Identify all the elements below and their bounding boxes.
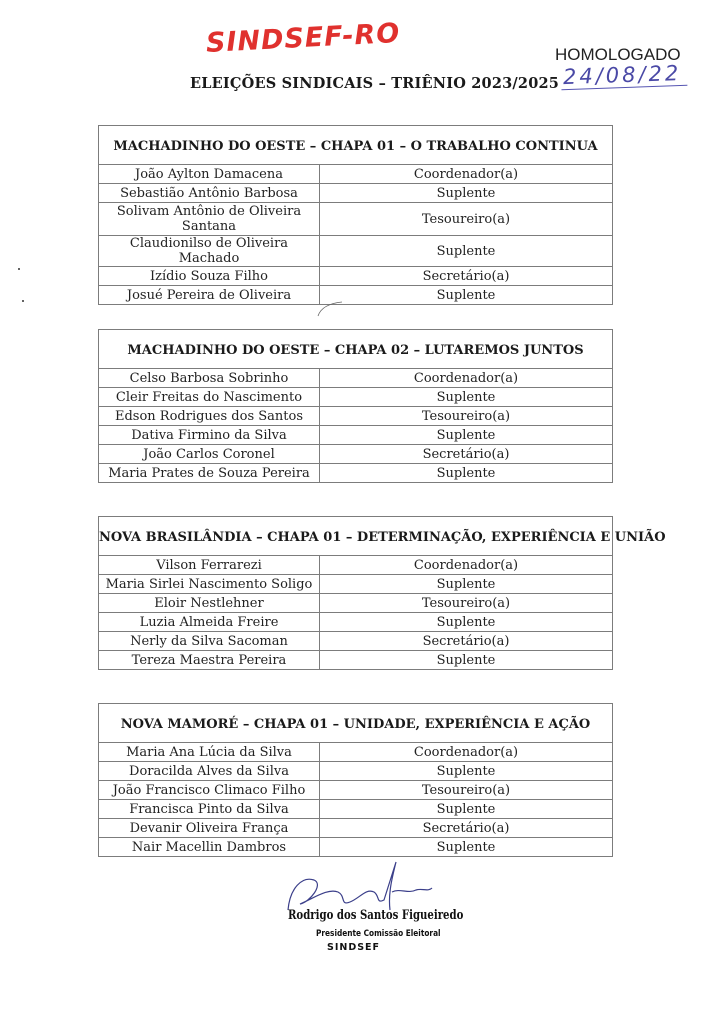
member-name: Eloir Nestlehner xyxy=(99,594,320,613)
table-row xyxy=(99,407,612,426)
table-row xyxy=(99,445,612,464)
document-title: ELEIÇÕES SINDICAIS – TRIÊNIO 2023/2025 xyxy=(190,75,560,92)
member-name: Francisca Pinto da Silva xyxy=(99,800,320,819)
table-row xyxy=(99,426,612,445)
stamp-date: 24/08/22 xyxy=(561,61,688,90)
member-name: Sebastião Antônio Barbosa xyxy=(99,184,320,203)
table-row xyxy=(99,613,612,632)
table-row xyxy=(99,781,612,800)
chapa-title: NOVA BRASILÂNDIA – CHAPA 01 – DETERMINAÇÃO, EXPERIÊNCIA E UNIÃO xyxy=(99,517,612,556)
member-role: Suplente xyxy=(320,426,613,445)
chapa-title: MACHADINHO DO OESTE – CHAPA 01 – O TRABALHO CONTINUA xyxy=(99,126,612,165)
member-name: Nerly da Silva Sacoman xyxy=(99,632,320,651)
member-name: João Francisco Climaco Filho xyxy=(99,781,320,800)
member-role: Suplente xyxy=(320,575,613,594)
table-row xyxy=(99,556,612,575)
table-row xyxy=(99,819,612,838)
signatory-name: Rodrigo dos Santos Figueiredo xyxy=(288,908,464,923)
member-name: Edson Rodrigues dos Santos xyxy=(99,407,320,426)
member-role: Secretário(a) xyxy=(320,632,613,651)
member-name: Vilson Ferrarezi xyxy=(99,556,320,575)
member-role: Tesoureiro(a) xyxy=(320,594,613,613)
member-role: Tesoureiro(a) xyxy=(320,203,613,236)
table-row xyxy=(99,575,612,594)
table-row xyxy=(99,651,612,670)
union-logo: SINDSEF-RO xyxy=(205,17,401,59)
table-row xyxy=(99,286,612,305)
member-name: Claudionilso de Oliveira Machado xyxy=(99,236,320,267)
homologation-stamp xyxy=(555,45,687,88)
member-name: Maria Ana Lúcia da Silva xyxy=(99,743,320,762)
table-row xyxy=(99,203,612,236)
member-role: Suplente xyxy=(320,236,613,267)
member-role: Coordenador(a) xyxy=(413,744,519,760)
table-row xyxy=(99,184,612,203)
table-row xyxy=(99,236,612,267)
member-role: Suplente xyxy=(320,800,613,819)
member-name: Luzia Almeida Freire xyxy=(99,613,320,632)
table-row xyxy=(99,267,612,286)
member-role: Secretário(a) xyxy=(320,819,613,838)
member-role: Tesoureiro(a) xyxy=(320,407,613,426)
member-name: Cleir Freitas do Nascimento xyxy=(99,388,320,407)
chapa-table xyxy=(98,703,613,857)
member-role: Coordenador(a) xyxy=(413,166,519,182)
signatory-role: Presidente Comissão Eleitoral xyxy=(316,929,441,939)
member-role: Secretário(a) xyxy=(320,445,613,464)
pen-mark xyxy=(316,298,346,318)
chapa-table xyxy=(98,329,613,483)
scan-speck xyxy=(18,268,20,270)
member-role: Coordenador(a) xyxy=(413,370,519,386)
member-name: Doracilda Alves da Silva xyxy=(99,762,320,781)
chapa-title: MACHADINHO DO OESTE – CHAPA 02 – LUTAREMOS JUNTOS xyxy=(99,330,612,369)
signatory-org: SINDSEF xyxy=(327,942,381,953)
member-name: Izídio Souza Filho xyxy=(99,267,320,286)
table-row xyxy=(99,464,612,483)
member-name: João Carlos Coronel xyxy=(99,445,320,464)
member-name: Solivam Antônio de Oliveira Santana xyxy=(99,203,320,236)
member-role: Coordenador(a) xyxy=(413,557,519,573)
table-row xyxy=(99,594,612,613)
member-name: Maria Prates de Souza Pereira xyxy=(99,464,320,483)
table-row xyxy=(99,800,612,819)
member-role: Secretário(a) xyxy=(320,267,613,286)
member-role: Suplente xyxy=(320,286,613,305)
member-role: Suplente xyxy=(320,464,613,483)
member-role: Suplente xyxy=(320,651,613,670)
stamp-label: HOMOLOGADO xyxy=(555,45,681,64)
chapa-title: NOVA MAMORÉ – CHAPA 01 – UNIDADE, EXPERIÊNCIA E AÇÃO xyxy=(99,704,612,743)
table-row xyxy=(99,762,612,781)
member-name: Dativa Firmino da Silva xyxy=(99,426,320,445)
member-role: Suplente xyxy=(320,388,613,407)
chapa-table xyxy=(98,125,613,305)
member-name: Maria Sirlei Nascimento Soligo xyxy=(99,575,320,594)
member-name: Devanir Oliveira França xyxy=(99,819,320,838)
member-role: Suplente xyxy=(320,838,613,857)
member-name: Celso Barbosa Sobrinho xyxy=(99,369,320,388)
scan-speck xyxy=(22,300,24,302)
member-name: Tereza Maestra Pereira xyxy=(99,651,320,670)
table-row xyxy=(99,632,612,651)
member-role: Suplente xyxy=(320,613,613,632)
member-name: João Aylton Damacena xyxy=(99,165,320,184)
member-name: Josué Pereira de Oliveira xyxy=(99,286,320,305)
member-role: Tesoureiro(a) xyxy=(320,781,613,800)
table-row xyxy=(99,165,612,184)
table-row xyxy=(99,743,612,762)
table-row xyxy=(99,838,612,857)
table-row xyxy=(99,369,612,388)
member-role: Suplente xyxy=(320,184,613,203)
chapa-table xyxy=(98,516,666,670)
table-row xyxy=(99,388,612,407)
member-name: Nair Macellin Dambros xyxy=(99,838,320,857)
member-role: Suplente xyxy=(320,762,613,781)
